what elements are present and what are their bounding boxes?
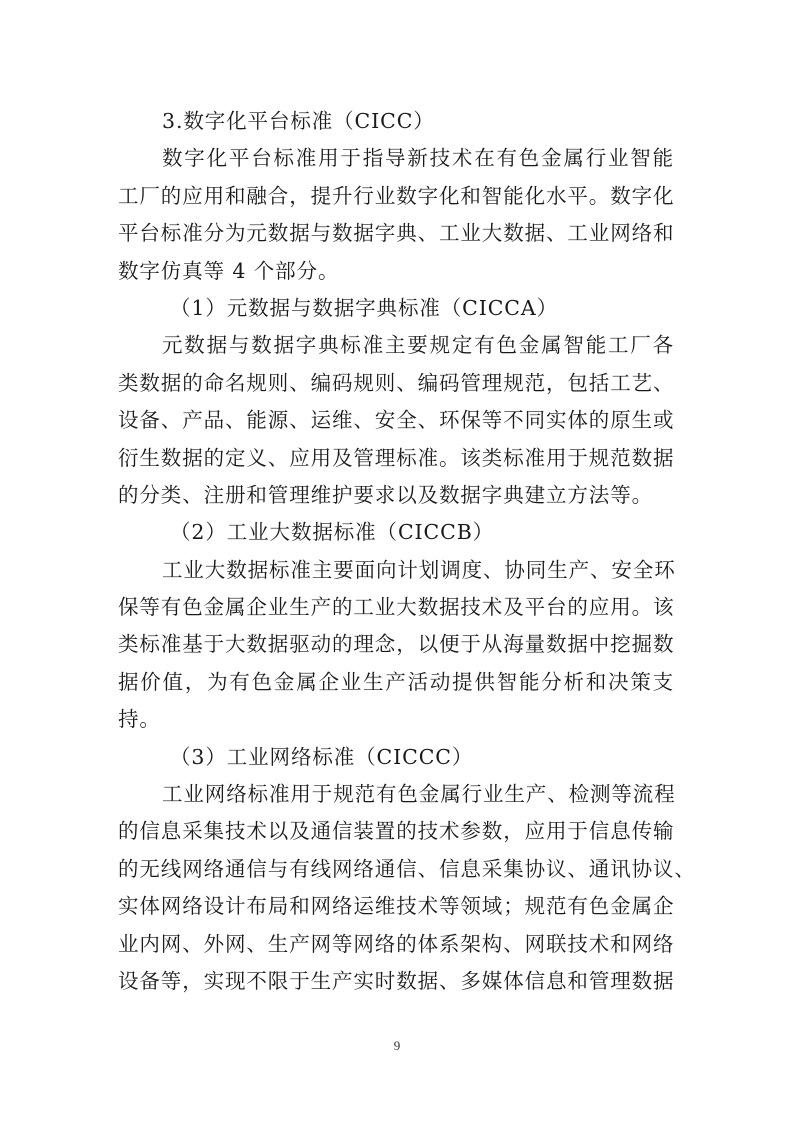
paragraph-line: 持。 <box>118 707 161 732</box>
paragraph-line: 保等有色金属企业生产的工业大数据技术及平台的应用。该 <box>118 595 675 620</box>
paragraph-line: 据价值，为有色金属企业生产活动提供智能分析和决策支 <box>118 669 674 694</box>
paragraph-line: 设备、产品、能源、运维、安全、环保等不同实体的原生或 <box>118 408 675 433</box>
paragraph-line: 的无线网络通信与有线网络通信、信息采集协议、通讯协议、 <box>118 856 696 881</box>
paragraph-line: 数字仿真等 4 个部分。 <box>118 258 340 283</box>
document-page <box>118 103 696 1000</box>
subsection-heading: （3）工业网络标准（CICCC） <box>170 744 474 769</box>
paragraph-line: 平台标准分为元数据与数据字典、工业大数据、工业网络和 <box>118 221 675 246</box>
subsection-heading: （1）元数据与数据字典标准（CICCA） <box>170 295 558 320</box>
paragraph-line: 工业网络标准用于规范有色金属行业生产、检测等流程 <box>162 782 676 807</box>
section-title: 3.数字化平台标准（CICC） <box>162 109 435 133</box>
paragraph-line: 工厂的应用和融合，提升行业数字化和智能化水平。数字化 <box>118 183 675 208</box>
paragraph-line: 数字化平台标准用于指导新技术在有色金属行业智能 <box>162 146 674 171</box>
page-number: 9 <box>393 1038 401 1053</box>
paragraph-line: 的信息采集技术以及通信装置的技术参数，应用于信息传输 <box>118 819 675 844</box>
paragraph-line: 工业大数据标准主要面向计划调度、协同生产、安全环 <box>162 557 676 582</box>
paragraph-line: 设备等，实现不限于生产实时数据、多媒体信息和管理数据 <box>118 968 675 993</box>
paragraph-line: 的分类、注册和管理维护要求以及数据字典建立方法等。 <box>118 482 653 507</box>
paragraph-line: 类标准基于大数据驱动的理念，以便于从海量数据中挖掘数 <box>118 632 675 657</box>
paragraph-line: 类数据的命名规则、编码规则、编码管理规范，包括工艺、 <box>118 370 675 395</box>
paragraph-line: 元数据与数据字典标准主要规定有色金属智能工厂各 <box>162 333 674 358</box>
paragraph-line: 实体网络设计布局和网络运维技术等领域；规范有色金属企 <box>118 894 675 919</box>
subsection-heading: （2）工业大数据标准（CICCB） <box>170 520 495 545</box>
paragraph-line: 衍生数据的定义、应用及管理标准。该类标准用于规范数据 <box>118 445 675 470</box>
paragraph-line: 业内网、外网、生产网等网络的体系架构、网联技术和网络 <box>118 931 675 956</box>
